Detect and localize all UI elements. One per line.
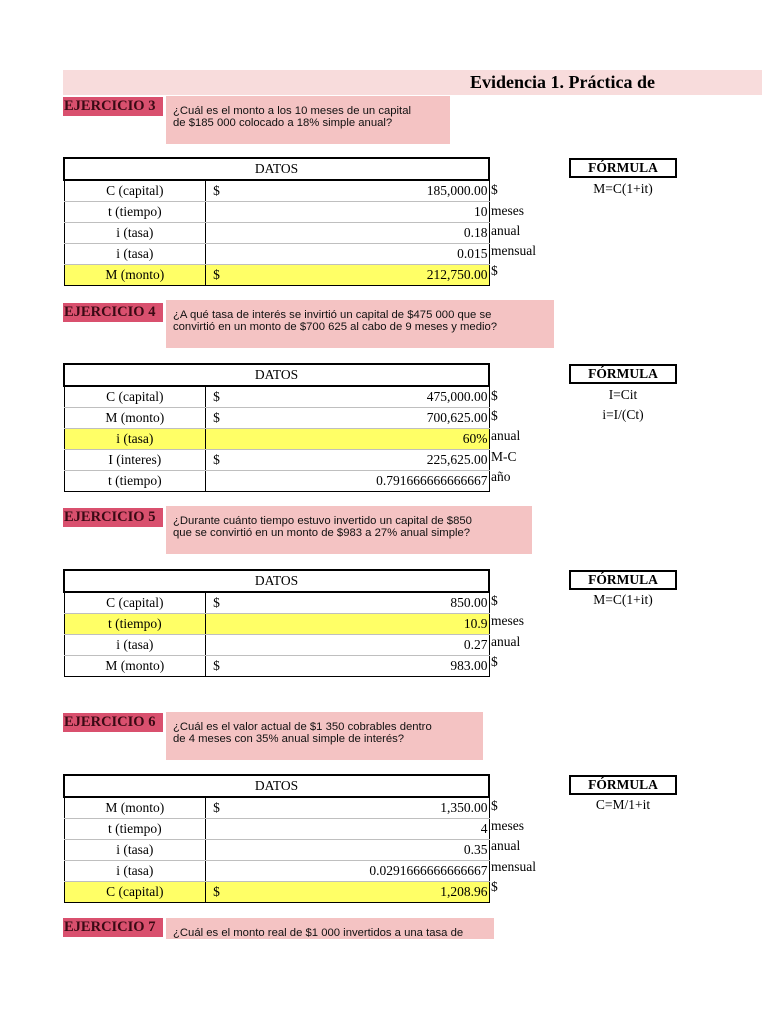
table-row <box>64 861 489 882</box>
row-currency: $ <box>206 882 348 903</box>
exercise-5-question <box>166 506 532 554</box>
row-value: 0.015 <box>347 244 489 265</box>
table-row <box>64 223 489 244</box>
formula-header: FÓRMULA <box>569 158 677 178</box>
unit-label: $ <box>491 408 498 423</box>
row-label: i (tasa) <box>64 429 206 450</box>
exercise-6-label: EJERCICIO 6 <box>63 713 163 732</box>
unit-label: anual <box>491 223 521 238</box>
unit-label: mensual <box>491 243 536 258</box>
formula-header: FÓRMULA <box>569 570 677 590</box>
unit-label: año <box>491 469 511 484</box>
title-bar <box>63 70 762 95</box>
unit-label: anual <box>491 634 521 649</box>
table-row <box>64 386 489 408</box>
row-label: I (interes) <box>64 450 206 471</box>
formula-text: i=I/(Ct) <box>602 407 644 422</box>
page-title: Evidencia 1. Práctica de <box>470 72 655 92</box>
table-row <box>64 635 489 656</box>
formula-header: FÓRMULA <box>569 775 677 795</box>
row-label: M (monto) <box>64 265 206 286</box>
table-header-row <box>64 775 489 797</box>
row-value: 700,625.00 <box>347 408 489 429</box>
question-line: de $185 000 colocado a 18% simple anual? <box>173 117 393 129</box>
table-row <box>64 471 489 492</box>
row-label: C (capital) <box>64 882 206 903</box>
row-currency <box>206 429 348 450</box>
unit-label: $ <box>491 654 498 669</box>
row-value: 0.0291666666666667 <box>347 861 489 882</box>
row-currency <box>206 819 348 840</box>
row-value: 4 <box>347 819 489 840</box>
unit-label: anual <box>491 838 521 853</box>
row-label: C (capital) <box>64 592 206 614</box>
exercise-4-label: EJERCICIO 4 <box>63 303 163 322</box>
table-row <box>64 408 489 429</box>
formula-text: C=M/1+it <box>595 797 651 812</box>
question-line: convirtió en un monto de $700 625 al cabo de 9 meses y medio? <box>173 321 498 333</box>
unit-label: M-C <box>491 449 517 464</box>
datos-header: DATOS <box>64 364 489 386</box>
row-value: 850.00 <box>347 592 489 614</box>
row-currency: $ <box>206 408 348 429</box>
datos-header: DATOS <box>64 775 489 797</box>
row-currency <box>206 614 348 635</box>
row-value: 0.27 <box>347 635 489 656</box>
row-currency <box>206 471 348 492</box>
row-label: M (monto) <box>64 656 206 677</box>
row-label: i (tasa) <box>64 223 206 244</box>
row-label: t (tiempo) <box>64 819 206 840</box>
row-currency <box>206 202 348 223</box>
row-currency: $ <box>206 450 348 471</box>
unit-label: meses <box>491 613 524 628</box>
row-value: 0.791666666666667 <box>347 471 489 492</box>
unit-label: mensual <box>491 859 536 874</box>
row-label: i (tasa) <box>64 244 206 265</box>
row-currency: $ <box>206 797 348 819</box>
formula-text: M=C(1+it) <box>593 181 653 196</box>
row-value: 212,750.00 <box>347 265 489 286</box>
row-label: M (monto) <box>64 797 206 819</box>
exercise-6-datos-table <box>63 774 490 903</box>
row-currency: $ <box>206 592 348 614</box>
table-row <box>64 656 489 677</box>
row-value: 983.00 <box>347 656 489 677</box>
row-currency <box>206 244 348 265</box>
unit-label: anual <box>491 428 521 443</box>
formula-header: FÓRMULA <box>569 364 677 384</box>
unit-label: $ <box>491 798 498 813</box>
formula-text: M=C(1+it) <box>593 592 653 607</box>
row-value: 0.35 <box>347 840 489 861</box>
row-value: 60% <box>347 429 489 450</box>
exercise-7-label: EJERCICIO 7 <box>63 918 163 937</box>
unit-label: $ <box>491 182 498 197</box>
row-value: 1,350.00 <box>347 797 489 819</box>
row-label: t (tiempo) <box>64 202 206 223</box>
exercise-4-question <box>166 300 554 348</box>
row-value: 475,000.00 <box>347 386 489 408</box>
question-line: de 4 meses con 35% anual simple de interés? <box>173 733 405 745</box>
unit-label: meses <box>491 203 524 218</box>
table-row <box>64 180 489 202</box>
question-line: ¿Cuál es el monto real de $1 000 invertidos a una tasa de <box>173 927 464 939</box>
datos-header: DATOS <box>64 158 489 180</box>
question-line: que se convirtió en un monto de $983 a 27% anual simple? <box>173 527 471 539</box>
question-line: ¿Cuál es el valor actual de $1 350 cobrables dentro <box>173 721 432 733</box>
table-row <box>64 840 489 861</box>
row-currency: $ <box>206 180 348 202</box>
row-currency <box>206 223 348 244</box>
unit-label: $ <box>491 593 498 608</box>
exercise-5-datos-table <box>63 569 490 677</box>
question-line: ¿Cuál es el monto a los 10 meses de un capital <box>173 105 411 117</box>
question-line: ¿Durante cuánto tiempo estuvo invertido un capital de $850 <box>173 515 472 527</box>
row-label: t (tiempo) <box>64 471 206 492</box>
table-header-row <box>64 158 489 180</box>
table-row-highlighted <box>64 429 489 450</box>
row-currency <box>206 635 348 656</box>
formula-text: I=Cit <box>608 387 638 402</box>
exercise-5-label: EJERCICIO 5 <box>63 508 163 527</box>
row-value: 225,625.00 <box>347 450 489 471</box>
row-currency: $ <box>206 265 348 286</box>
row-value: 185,000.00 <box>347 180 489 202</box>
unit-label: $ <box>491 879 498 894</box>
row-label: C (capital) <box>64 180 206 202</box>
row-value: 1,208.96 <box>347 882 489 903</box>
row-label: M (monto) <box>64 408 206 429</box>
row-currency <box>206 840 348 861</box>
exercise-3-question <box>166 96 450 144</box>
table-row-highlighted <box>64 265 489 286</box>
unit-label: $ <box>491 388 498 403</box>
row-label: i (tasa) <box>64 635 206 656</box>
row-label: i (tasa) <box>64 861 206 882</box>
row-value: 0.18 <box>347 223 489 244</box>
table-header-row <box>64 570 489 592</box>
table-header-row <box>64 364 489 386</box>
unit-label: $ <box>491 263 498 278</box>
unit-label: meses <box>491 818 524 833</box>
table-row-highlighted <box>64 882 489 903</box>
exercise-7-question <box>166 918 494 939</box>
table-row <box>64 450 489 471</box>
table-row <box>64 592 489 614</box>
table-row <box>64 797 489 819</box>
row-currency <box>206 861 348 882</box>
table-row-highlighted <box>64 614 489 635</box>
exercise-3-label: EJERCICIO 3 <box>63 97 163 116</box>
row-currency: $ <box>206 386 348 408</box>
row-label: t (tiempo) <box>64 614 206 635</box>
table-row <box>64 202 489 223</box>
row-value: 10.9 <box>347 614 489 635</box>
row-currency: $ <box>206 656 348 677</box>
row-value: 10 <box>347 202 489 223</box>
question-line: ¿A qué tasa de interés se invirtió un capital de $475 000 que se <box>173 309 492 321</box>
exercise-6-question <box>166 712 483 760</box>
table-row <box>64 819 489 840</box>
exercise-3-datos-table <box>63 157 490 286</box>
datos-header: DATOS <box>64 570 489 592</box>
table-row <box>64 244 489 265</box>
exercise-4-datos-table <box>63 363 490 492</box>
row-label: i (tasa) <box>64 840 206 861</box>
row-label: C (capital) <box>64 386 206 408</box>
